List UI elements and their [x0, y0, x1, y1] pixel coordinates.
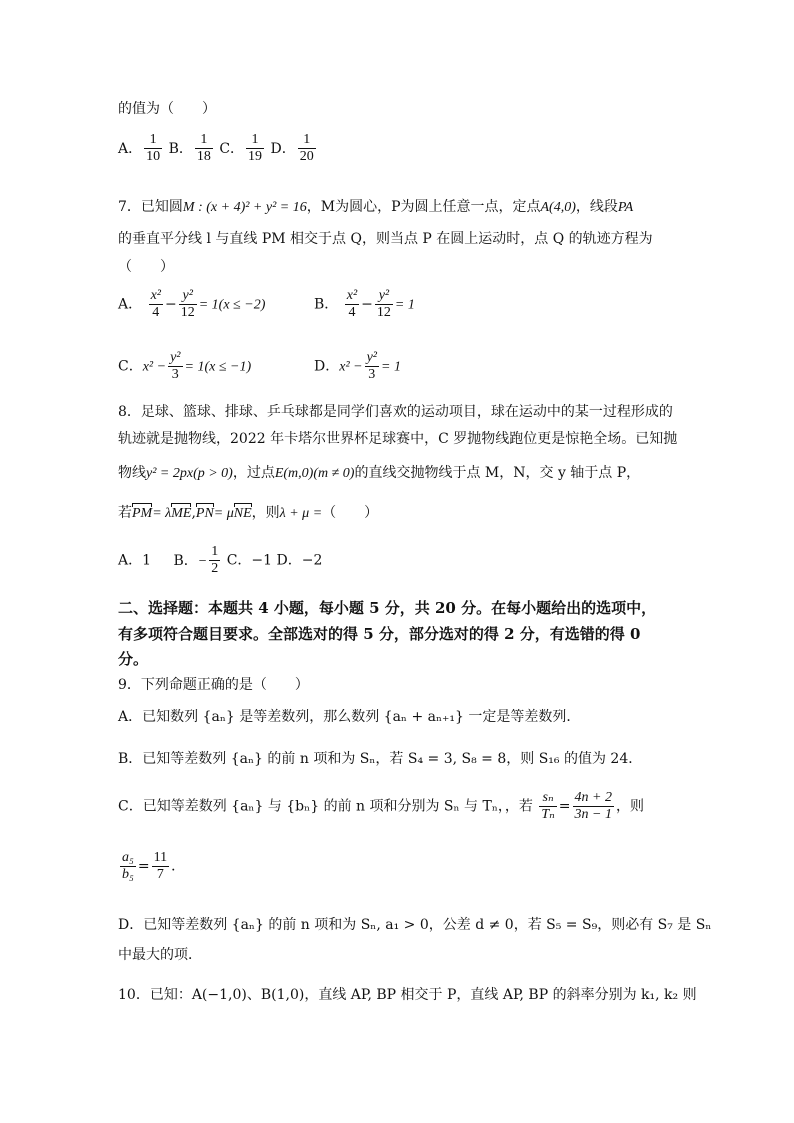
q8-option-d: D．−2	[276, 552, 323, 569]
q10-line-1: 10．已知：A(−1,0)、B(1,0)，直线 AP, BP 相交于 P，直线 AP, BP 的斜率分别为 k₁, k₂ 则	[118, 987, 697, 1003]
q7-point-a: A(4,0)	[540, 200, 576, 215]
q8-option-b: B．− $\frac{1}{2}$	[173, 544, 219, 576]
q8-options	[118, 544, 322, 577]
q9-option-c: C．已知等差数列 {aₙ} 与 {bₙ} 的前 n 项和分别为 Sₙ 与 Tₙ，，若 $\frac{\text{sₙ}}{\text{Tₙ}}$ = $\frac{4n + 2}{3n - 1}$ ，则	[118, 790, 644, 822]
q8-line-2: 轨迹就是抛物线，2022 年卡塔尔世界杯足球赛中，C 罗抛物线跑位更是惊艳全场。已知抛	[118, 431, 678, 447]
q7-option-c: C．x² − $\frac{\text{y²}}{3}$ = 1(x ≤ −1)	[118, 350, 252, 382]
q6-option-d: D． $\frac{1}{20}$	[270, 132, 314, 164]
q8-parabola-equation: y² = 2px(p > 0)	[146, 466, 233, 481]
q8-line-3: 物线y² = 2px(p > 0)，过点E(m,0)(m ≠ 0)的直线交抛物线于点 M，N，交 y 轴于点 P，	[118, 465, 641, 481]
q9-option-b: B．已知等差数列 {aₙ} 的前 n 项和为 Sₙ，若 S₄ = 3, S₈ = 8，则 S₁₆ 的值为 24．	[118, 751, 643, 767]
q6-option-b: B． $\frac{1}{18}$	[168, 132, 211, 164]
q6-option-c: C． $\frac{1}{19}$	[219, 132, 263, 164]
q9-option-c-result: $\frac{\text{a₅}}{\text{b₅}}$ = $\frac{11}{7}$ ．	[122, 850, 186, 882]
q9-stem: 9．下列命题正确的是（ ）	[118, 677, 309, 693]
q6-stem-tail: 的值为（ ）	[118, 101, 216, 117]
q9-option-d-line-1: D．已知等差数列 {aₙ} 的前 n 项和为 Sₙ, a₁ > 0，公差 d ≠ 0，若 S₅ = S₉，则必有 S₇ 是 Sₙ	[118, 917, 712, 933]
q8-option-a: A．1	[118, 552, 152, 569]
q7-option-d: D．x² − $\frac{\text{y²}}{3}$ = 1	[314, 350, 401, 382]
q7-circle-equation: M : (x + 4)² + y² = 16	[182, 200, 307, 215]
q8-option-c: C．−1	[226, 552, 273, 569]
vector-pn: PN	[195, 506, 214, 521]
section-2-line-1: 二、选择题：本题共 4 小题，每小题 5 分，共 20 分。在每小题给出的选项中，	[118, 599, 657, 617]
section-2-line-2: 有多项符合题目要求。全部选对的得 5 分，部分选对的得 2 分，有选错的得 0	[118, 625, 641, 643]
vector-me: ME	[171, 506, 192, 521]
q9-option-d-line-2: 中最大的项．	[118, 947, 202, 963]
q7-option-a: A． $\frac{\text{x²}}{4}$ − $\frac{\text{y²}}{12}$ = 1(x ≤ −2)	[118, 288, 266, 320]
vector-ne: NE	[233, 506, 252, 521]
q8-line-1: 8．足球、篮球、排球、乒乓球都是同学们喜欢的运动项目，球在运动中的某一过程形成的	[118, 404, 673, 420]
q8-point-e: E(m,0)(m ≠ 0)	[274, 466, 355, 481]
q7-line-1: 7．已知圆M : (x + 4)² + y² = 16，M为圆心，P为圆上任意一点，定点A(4,0)，线段PA	[118, 199, 634, 215]
section-2-line-3: 分。	[118, 650, 149, 668]
q8-line-4: 若PM= λME,PN= μNE，则λ + μ =（ ）	[118, 505, 379, 521]
q9-option-a: A．已知数列 {aₙ} 是等差数列，那么数列 {aₙ + aₙ₊₁} 一定是等差数列．	[118, 709, 581, 725]
q6-options	[118, 132, 318, 165]
q7-option-b: B． $\frac{\text{x²}}{4}$ − $\frac{\text{y²}}{12}$ = 1	[314, 288, 415, 320]
q7-line-3: （ ）	[118, 259, 174, 275]
q7-line-2: 的垂直平分线 l 与直线 PM 相交于点 Q，则当点 P 在圆上运动时，点 Q 的轨迹方程为	[118, 231, 653, 247]
q6-option-a: A． $\frac{1}{10}$	[118, 132, 161, 164]
vector-pm: PM	[132, 506, 153, 521]
